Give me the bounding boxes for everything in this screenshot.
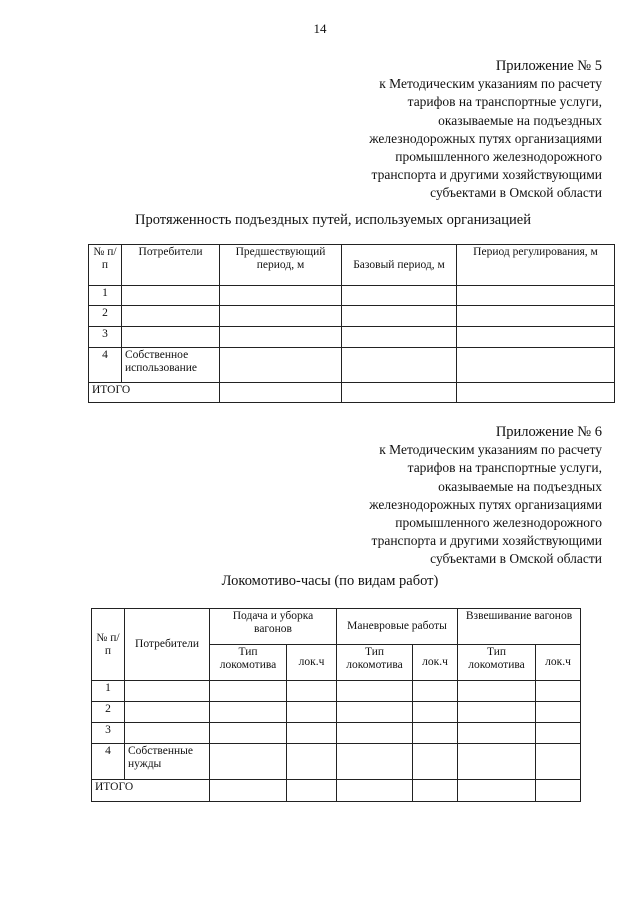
row-number: 4	[89, 348, 122, 383]
value-cell	[458, 780, 536, 802]
table-header-row	[92, 609, 581, 645]
value-cell	[220, 383, 342, 403]
total-row	[92, 780, 581, 802]
value-cell	[413, 681, 458, 702]
consumer-cell: Собственное использование	[122, 348, 220, 383]
value-cell	[342, 286, 457, 306]
row-number: 2	[92, 702, 125, 723]
value-cell	[337, 723, 413, 744]
value-cell	[413, 744, 458, 780]
col-header-base-period: Базовый период, м	[342, 245, 457, 286]
appendix-line: железнодорожных путях организациями	[369, 496, 602, 512]
table-row	[89, 306, 615, 327]
consumer-cell: Собственные нужды	[125, 744, 210, 780]
subheader-loco-type: Тип локомотива	[210, 645, 287, 681]
value-cell	[458, 723, 536, 744]
table-row	[92, 744, 581, 780]
subheader-loco-type: Тип локомотива	[458, 645, 536, 681]
value-cell	[337, 681, 413, 702]
appendix-title: Приложение № 6	[495, 424, 602, 440]
value-cell	[287, 723, 337, 744]
consumer-cell	[122, 306, 220, 327]
value-cell	[536, 723, 581, 744]
total-label: ИТОГО	[92, 780, 210, 802]
appendix-line: промышленного железнодорожного	[395, 515, 602, 531]
value-cell	[210, 780, 287, 802]
appendix-line: к Методическим указаниям по расчету	[379, 442, 602, 458]
value-cell	[458, 681, 536, 702]
subheader-loco-type: Тип локомотива	[337, 645, 413, 681]
value-cell	[210, 723, 287, 744]
col-header-num: № п/п	[92, 609, 125, 681]
table-header-row	[89, 245, 615, 286]
track-length-table	[88, 244, 615, 403]
table-row	[92, 723, 581, 744]
col-header-num: № п/п	[89, 245, 122, 286]
value-cell	[210, 702, 287, 723]
value-cell	[220, 327, 342, 348]
appendix-line: субъектами в Омской области	[430, 185, 602, 201]
page-number: 14	[313, 21, 327, 36]
row-number: 3	[89, 327, 122, 348]
value-cell	[287, 702, 337, 723]
table-row	[92, 681, 581, 702]
value-cell	[337, 780, 413, 802]
subheader-loco-hours: лок.ч	[536, 645, 581, 681]
table-row	[92, 702, 581, 723]
value-cell	[413, 780, 458, 802]
row-number: 4	[92, 744, 125, 780]
table-row	[89, 286, 615, 306]
value-cell	[413, 702, 458, 723]
value-cell	[220, 348, 342, 383]
appendix-title: Приложение № 5	[495, 58, 602, 74]
appendix-line: транспорта и другими хозяйствующими	[371, 533, 602, 549]
total-row	[89, 383, 615, 403]
value-cell	[287, 780, 337, 802]
appendix-line: транспорта и другими хозяйствующими	[371, 167, 602, 183]
appendix-line: железнодорожных путях организациями	[369, 130, 602, 146]
value-cell	[536, 780, 581, 802]
group-header-weighing: Взвешивание вагонов	[458, 609, 581, 645]
col-header-regulation-period: Период регулирования, м	[457, 245, 615, 286]
value-cell	[536, 702, 581, 723]
row-number: 2	[89, 306, 122, 327]
appendix-line: оказываемые на подъездных	[438, 478, 602, 494]
locomotive-hours-table	[91, 608, 581, 802]
total-label: ИТОГО	[89, 383, 220, 403]
value-cell	[210, 681, 287, 702]
value-cell	[536, 681, 581, 702]
value-cell	[342, 306, 457, 327]
group-header-shunting: Маневровые работы	[337, 609, 458, 645]
appendix-5-header	[369, 57, 602, 203]
value-cell	[413, 723, 458, 744]
subheader-loco-hours: лок.ч	[287, 645, 337, 681]
consumer-cell	[125, 702, 210, 723]
row-number: 3	[92, 723, 125, 744]
value-cell	[220, 286, 342, 306]
group-header-feed: Подача и уборка вагонов	[210, 609, 337, 645]
appendix-line: тарифов на транспортные услуги,	[407, 460, 602, 476]
value-cell	[458, 744, 536, 780]
subheader-loco-hours: лок.ч	[413, 645, 458, 681]
consumer-cell	[125, 723, 210, 744]
table-row	[89, 348, 615, 383]
row-number: 1	[92, 681, 125, 702]
value-cell	[210, 744, 287, 780]
table-1-heading: Протяженность подъездных путей, используемых организацией	[135, 212, 531, 228]
consumer-cell	[122, 327, 220, 348]
appendix-line: промышленного железнодорожного	[395, 149, 602, 165]
value-cell	[342, 327, 457, 348]
value-cell	[342, 348, 457, 383]
value-cell	[457, 306, 615, 327]
value-cell	[536, 744, 581, 780]
value-cell	[457, 327, 615, 348]
value-cell	[220, 306, 342, 327]
value-cell	[457, 383, 615, 403]
value-cell	[342, 383, 457, 403]
appendix-line: субъектами в Омской области	[430, 551, 602, 567]
col-header-previous-period: Предшествующий период, м	[220, 245, 342, 286]
row-number: 1	[89, 286, 122, 306]
table-2-heading: Локомотиво-часы (по видам работ)	[221, 573, 439, 589]
value-cell	[337, 702, 413, 723]
col-header-consumers: Потребители	[122, 245, 220, 286]
consumer-cell	[122, 286, 220, 306]
appendix-6-header	[369, 423, 602, 569]
col-header-consumers: Потребители	[125, 609, 210, 681]
appendix-line: оказываемые на подъездных	[438, 112, 602, 128]
appendix-line: тарифов на транспортные услуги,	[407, 94, 602, 110]
value-cell	[287, 681, 337, 702]
consumer-cell	[125, 681, 210, 702]
value-cell	[457, 286, 615, 306]
value-cell	[458, 702, 536, 723]
value-cell	[337, 744, 413, 780]
table-row	[89, 327, 615, 348]
value-cell	[287, 744, 337, 780]
value-cell	[457, 348, 615, 383]
appendix-line: к Методическим указаниям по расчету	[379, 76, 602, 92]
